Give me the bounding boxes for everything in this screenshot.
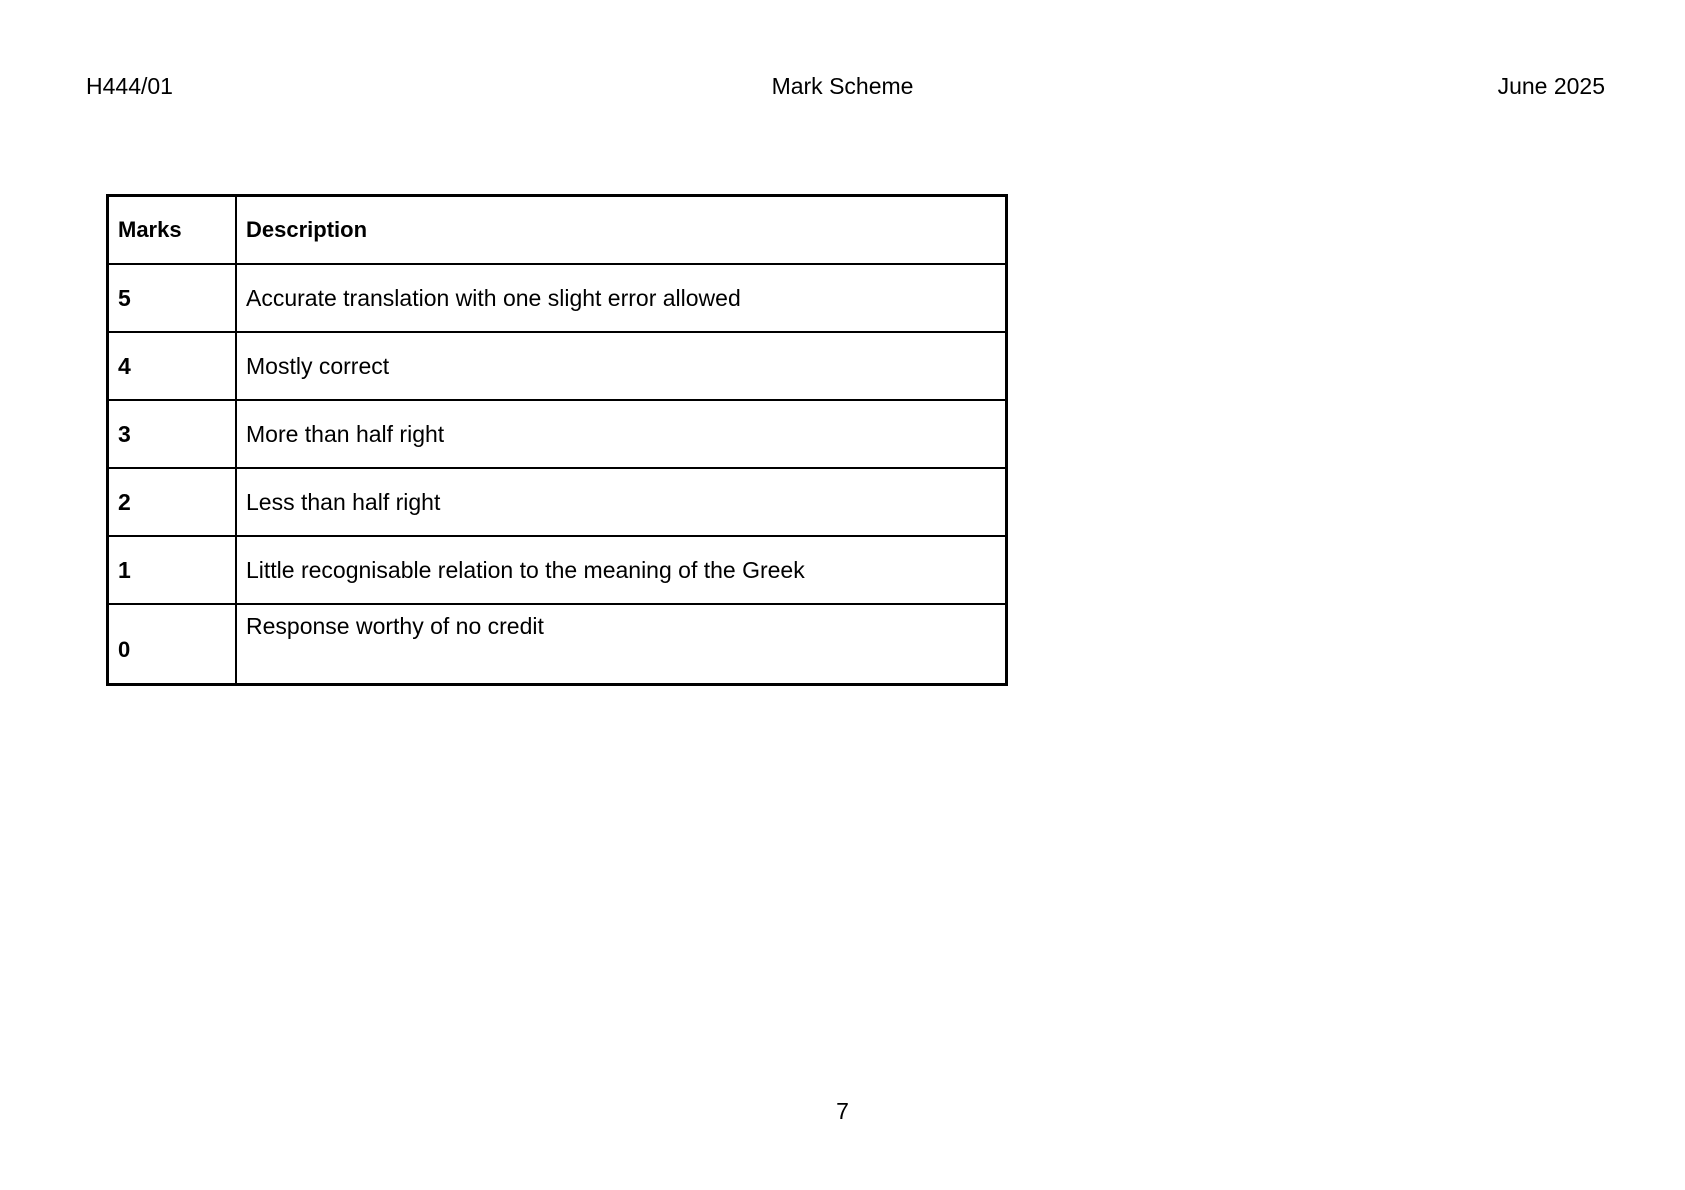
paper-code: H444/01: [86, 73, 173, 99]
mark-description: Little recognisable relation to the meaning of the Greek: [236, 536, 1007, 604]
table-row: [108, 604, 1007, 685]
mark-value: 4: [108, 332, 237, 400]
mark-value: 1: [108, 536, 237, 604]
table-row: [108, 264, 1007, 332]
table-row: [108, 536, 1007, 604]
marks-table: [106, 194, 1008, 686]
column-header-description: Description: [236, 196, 1007, 265]
mark-value: 2: [108, 468, 237, 536]
mark-value: 0: [108, 604, 237, 685]
table-header-row: [108, 196, 1007, 265]
mark-description: Mostly correct: [236, 332, 1007, 400]
page-number: 7: [836, 1098, 849, 1124]
mark-description: More than half right: [236, 400, 1007, 468]
table-row: [108, 400, 1007, 468]
column-header-marks: Marks: [108, 196, 237, 265]
exam-date: June 2025: [1497, 73, 1605, 99]
table-row: [108, 468, 1007, 536]
table-row: [108, 332, 1007, 400]
mark-description: Accurate translation with one slight error allowed: [236, 264, 1007, 332]
mark-value: 3: [108, 400, 237, 468]
mark-value: 5: [108, 264, 237, 332]
document-title: Mark Scheme: [771, 73, 914, 99]
mark-description: Less than half right: [236, 468, 1007, 536]
mark-description: Response worthy of no credit: [236, 604, 1007, 685]
